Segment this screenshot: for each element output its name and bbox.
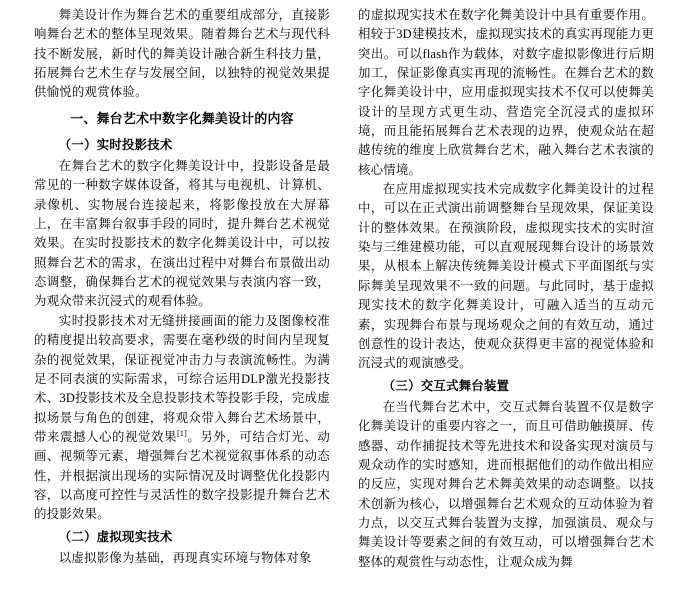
paragraph-vr-continued: 的虚拟现实技术在数字化舞美设计中具有重要作用。相较于3D建模技术，虚拟现实技术的真实再现能力更突出。可以flash作为载体，对数字虚拟影像进行后期加工，保证影像真实再现的流畅性。在舞台艺术的数字化舞美设计中，应用虚拟现实技术不仅可以使舞美设计的呈现方式更生动、营造完全沉浸式的虚拟环境，而且能拓展舞台艺术表现的边界，使观众站在超越传统的维度上欣赏舞台艺术，融入舞台艺术表演的核心情境。	[358, 8, 654, 177]
footnote-ref-1: [1]	[176, 428, 188, 438]
subheading-interactive-stage: （三）交互式舞台装置	[382, 378, 510, 393]
section-heading-one: 一、舞台艺术中数字化舞美设计的内容	[70, 111, 294, 126]
paragraph-projection-2-part2: 。另外，可结合灯光、动画、视频等元素，增强舞台艺术视觉叙事体系的动态性，并根据演出现场的实际情况及时调整优化投影内容，以高度可控性与灵活性的数字投影提升舞台艺术的投影效果。	[34, 429, 331, 522]
paragraph-vr-1: 以虚拟影像为基础，再现真实环境与物体对象	[58, 550, 312, 565]
right-column	[358, 6, 654, 591]
paragraph-projection-2-part1: 实时投影技术对无缝拼接画面的能力及图像校准的精度提出较高要求，需要在毫秒级的时间内呈现复杂的视觉效果，保证视觉冲击力与表演流畅性。为满足不同表演的实际需求，可综合运用DLP激光投影技术、3D投影技术及全息投影技术等投影手段，完成虚拟场景与角色的创建，将观众带入舞台艺术场景中，带来震撼人心的视觉效果	[34, 313, 330, 444]
paragraph-projection-2	[34, 312, 330, 525]
paragraph-vr-2: 在应用虚拟现实技术完成数字化舞美设计的过程中，可以在正式演出前调整舞台呈现效果，保证美设计的整体效果。在预演阶段，虚拟现实技术的实时渲染与三维建模功能，可以直观展现舞台设计的场景效果，从根本上解决传统舞美设计模式下平面图纸与实际舞美呈现效果不一致的问题。与此同时，基于虚拟现实技术的数字化舞美设计，可融入适当的互动元素，实现舞台布景与现场观众之间的有效互动，通过创意性的设计表达，使观众获得更丰富的视觉体验和沉浸式的观演感受。	[358, 182, 654, 371]
two-column-layout	[34, 6, 655, 591]
left-column	[34, 6, 330, 591]
paragraph-interactive-1: 在当代舞台艺术中，交互式舞台装置不仅是数字化舞美设计的重要内容之一，而且可借助触摸屏、传感器、动作捕捉技术等先进技术和设备实现对演员与观众动作的实时感知，进而根据他们的动作做出相应的反应，实现对舞台艺术舞美效果的动态调整。以技术创新为核心，以增强舞台艺术观众的互动体验为着力点，以交互式舞台装置为支撑，加强演员、观众与舞美设计等要素之间的有效互动，可以增强舞台艺术整体的观赏性与动态性，让观众成为舞	[358, 399, 654, 569]
paragraph-intro-1: 舞美设计作为舞台艺术的重要组成部分，直接影响舞台艺术的整体呈现效果。随着舞台艺术与现代科技不断发展，新时代的舞美设计融合新生科技力量，拓展舞台艺术生存与发展空间，以独特的视觉效果提供愉悦的观赏体验。	[34, 8, 330, 100]
subheading-virtual-reality: （二）虚拟现实技术	[58, 529, 173, 544]
paragraph-projection-1: 在舞台艺术的数字化舞美设计中，投影设备是最常见的一种数字媒体设备，将其与电视机、计算机、录像机、实物展台连接起来，将影像投放在大屏幕上，在丰富舞台叙事手段的同时，提升舞台艺术视觉效果。在实时投影技术的数字化舞美设计中，可以按照舞台艺术的需求，在演出过程中对舞台布景做出动态调整，确保舞台艺术的视觉效果与表演内容一致，为观众带来沉浸式的观看体验。	[34, 159, 330, 309]
subheading-realtime-projection: （一）实时投影技术	[58, 137, 173, 152]
